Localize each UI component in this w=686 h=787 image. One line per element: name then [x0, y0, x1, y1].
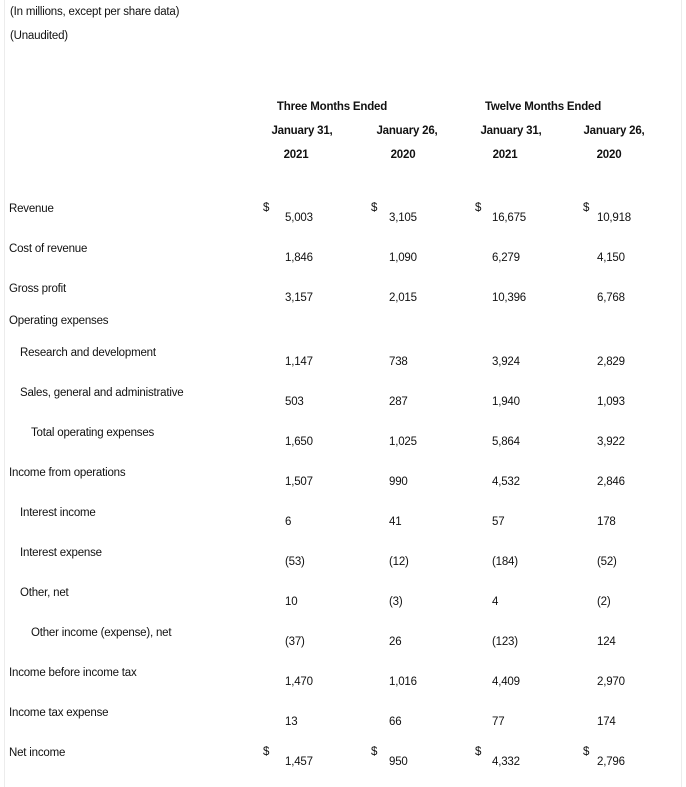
row-label: Income before income tax [9, 667, 137, 679]
cell-value: 1,940 [492, 396, 520, 408]
cell-value: 3,922 [597, 436, 625, 448]
cell-value: 2,846 [597, 476, 625, 488]
cell-value: 4,332 [492, 756, 520, 768]
cell-value: 124 [597, 636, 616, 648]
group-header-three-months: Three Months Ended [276, 101, 388, 113]
cell-value: 178 [597, 516, 616, 528]
row-label: Research and development [20, 347, 156, 359]
cell-value: (123) [492, 636, 518, 648]
row-label: Sales, general and administrative [20, 387, 184, 399]
cell-value: 3,105 [389, 212, 417, 224]
cell-value: 174 [597, 716, 616, 728]
cell-value: 1,093 [597, 396, 625, 408]
cell-value: (3) [389, 596, 403, 608]
cell-value: 1,457 [285, 756, 313, 768]
cell-value: 950 [389, 756, 408, 768]
cell-value: 1,846 [285, 252, 313, 264]
cell-value: 26 [389, 636, 402, 648]
cell-value: 6,279 [492, 252, 520, 264]
row-label: Interest income [20, 507, 96, 519]
group-header-twelve-months: Twelve Months Ended [484, 101, 602, 113]
section-heading: Operating expenses [9, 315, 109, 327]
cell-value: 77 [492, 716, 505, 728]
currency-symbol: $ [583, 202, 590, 214]
cell-value: (53) [285, 556, 305, 568]
row-label: Gross profit [9, 283, 67, 295]
column-header-year: 2021 [283, 149, 309, 161]
currency-symbol: $ [583, 746, 590, 758]
units-note: (In millions, except per share data) [10, 6, 180, 18]
column-header-date: January 31, [480, 125, 542, 137]
row-label: Cost of revenue [9, 243, 88, 255]
cell-value: (37) [285, 636, 305, 648]
currency-symbol: $ [475, 202, 482, 214]
cell-value: 57 [492, 516, 505, 528]
cell-value: 16,675 [492, 212, 526, 224]
row-label: Other, net [20, 587, 69, 599]
row-label: Interest expense [20, 547, 102, 559]
column-header-year: 2021 [492, 149, 518, 161]
cell-value: 1,025 [389, 436, 417, 448]
cell-value: (184) [492, 556, 518, 568]
cell-value: 66 [389, 716, 402, 728]
row-label: Net income [9, 747, 66, 759]
unaudited-note: (Unaudited) [10, 30, 68, 42]
cell-value: 6 [285, 516, 292, 528]
cell-value: 1,147 [285, 356, 313, 368]
cell-value: 1,090 [389, 252, 417, 264]
column-header-date: January 31, [271, 125, 333, 137]
cell-value: 2,829 [597, 356, 625, 368]
cell-value: 4,532 [492, 476, 520, 488]
cell-value: 287 [389, 396, 408, 408]
cell-value: 4 [492, 596, 499, 608]
cell-value: (2) [597, 596, 611, 608]
column-header-date: January 26, [583, 125, 645, 137]
cell-value: 1,016 [389, 676, 417, 688]
cell-value: 2,796 [597, 756, 625, 768]
currency-symbol: $ [371, 746, 378, 758]
row-label: Income tax expense [9, 707, 109, 719]
cell-value: 13 [285, 716, 298, 728]
currency-symbol: $ [263, 746, 270, 758]
cell-value: 10,396 [492, 292, 526, 304]
currency-symbol: $ [263, 202, 270, 214]
cell-value: 2,970 [597, 676, 625, 688]
cell-value: 2,015 [389, 292, 417, 304]
cell-value: 503 [285, 396, 304, 408]
cell-value: 41 [389, 516, 402, 528]
row-label: Other income (expense), net [31, 627, 172, 639]
column-header-year: 2020 [390, 149, 416, 161]
cell-value: 990 [389, 476, 408, 488]
row-label: Total operating expenses [31, 427, 155, 439]
cell-value: 1,507 [285, 476, 313, 488]
cell-value: (12) [389, 556, 409, 568]
row-label: Income from operations [9, 467, 126, 479]
cell-value: 6,768 [597, 292, 625, 304]
row-label: Revenue [9, 203, 54, 215]
currency-symbol: $ [475, 746, 482, 758]
cell-value: 3,157 [285, 292, 313, 304]
cell-value: 738 [389, 356, 408, 368]
currency-symbol: $ [371, 202, 378, 214]
column-header-date: January 26, [376, 125, 438, 137]
cell-value: 1,650 [285, 436, 313, 448]
cell-value: 4,409 [492, 676, 520, 688]
cell-value: 4,150 [597, 252, 625, 264]
column-header-year: 2020 [596, 149, 622, 161]
cell-value: (52) [597, 556, 617, 568]
cell-value: 1,470 [285, 676, 313, 688]
cell-value: 10,918 [597, 212, 631, 224]
cell-value: 10 [285, 596, 298, 608]
cell-value: 5,864 [492, 436, 520, 448]
cell-value: 5,003 [285, 212, 313, 224]
cell-value: 3,924 [492, 356, 520, 368]
